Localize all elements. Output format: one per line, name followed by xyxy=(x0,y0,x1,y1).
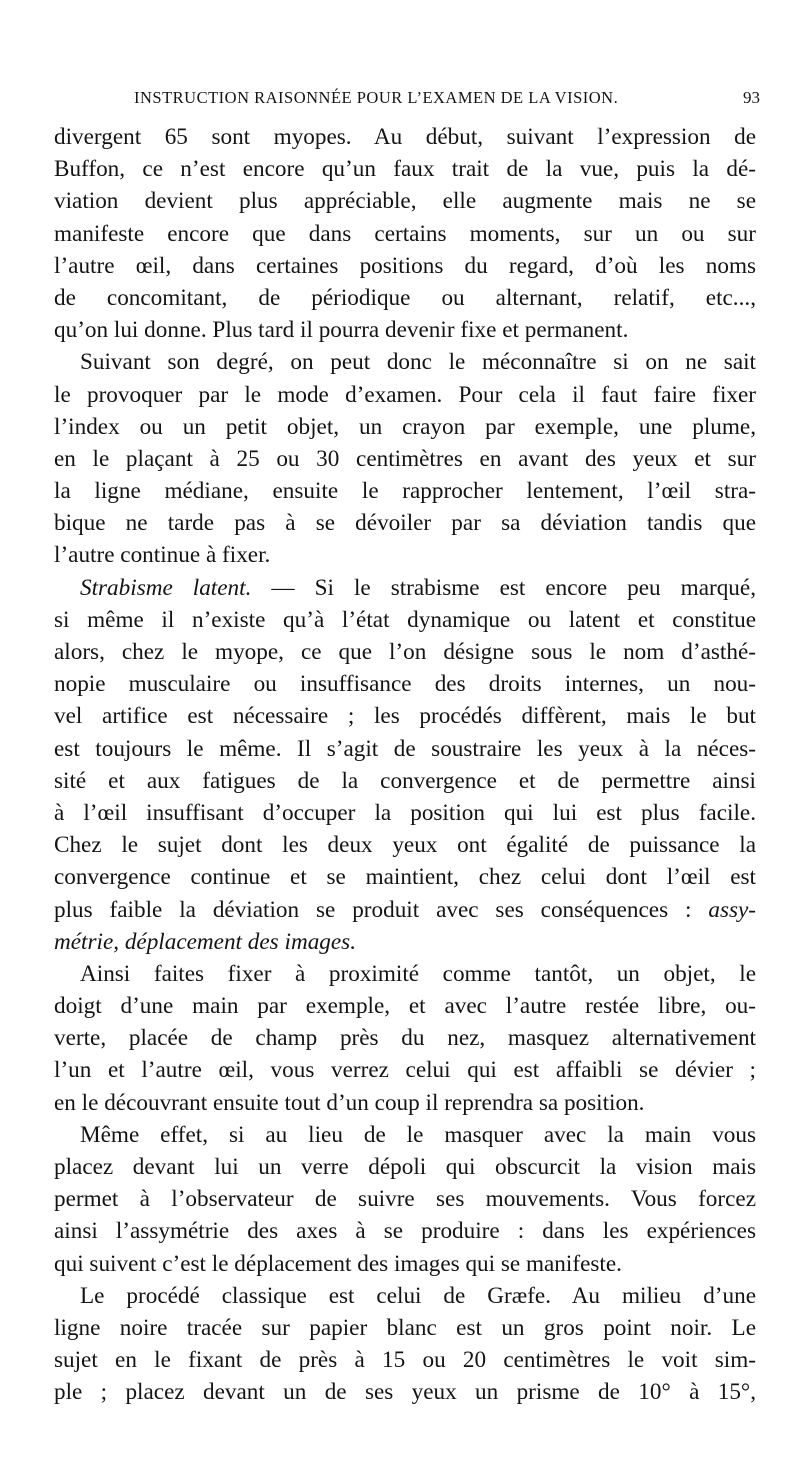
page-header xyxy=(54,88,760,114)
text-line: ple ; placez devant un de ses yeux un prisme de 10° à 15°, xyxy=(54,1379,756,1406)
text-line: la ligne médiane, ensuite le rapprocher lentement, l’œil stra- xyxy=(54,478,756,505)
text-line: Le procédé classique est celui de Græfe. Au milieu d’une xyxy=(80,1282,756,1309)
text-line: l’autre œil, dans certaines positions du regard, d’où les noms xyxy=(54,252,756,279)
text-line: Suivant son degré, on peut donc le méconnaître si on ne sait xyxy=(80,349,756,376)
text-line: sujet en le fixant de près à 15 ou 20 centimètres le voit sim- xyxy=(54,1347,756,1374)
text-line: ainsi l’assymétrie des axes à se produire : dans les expériences xyxy=(54,1218,756,1245)
italic-term: métrie, déplacement des images. xyxy=(54,928,356,955)
text-line xyxy=(54,926,756,958)
section-title-italic: Strabisme latent. xyxy=(80,574,252,601)
text-line: alors, chez le myope, ce que l’on désigne sous le nom d’asthé- xyxy=(54,639,756,665)
text-line: qu’on lui donne. Plus tard il pourra devenir fixe et permanent. xyxy=(54,317,629,344)
text-line: manifeste encore que dans certains moments, sur un ou sur xyxy=(54,220,756,247)
running-head: INSTRUCTION RAISONNÉE POUR L’EXAMEN DE LA VISION. xyxy=(134,88,619,107)
text-line: plus faible la déviation se produit avec ses conséquences : assy- xyxy=(54,896,756,923)
text-line: est toujours le même. Il s’agit de soustraire les yeux à la néces- xyxy=(54,735,756,762)
text-line: en le plaçant à 25 ou 30 centimètres en avant des yeux et sur xyxy=(54,445,756,472)
text-line: sité et aux fatigues de la convergence et de permettre ainsi xyxy=(54,767,756,794)
text-line: verte, placée de champ près du nez, masquez alternativement xyxy=(54,1025,756,1052)
text-line: Chez le sujet dont les deux yeux ont égalité de puissance la xyxy=(54,832,756,859)
text-line: de concomitant, de périodique ou alternant, relatif, etc..., xyxy=(54,284,756,311)
text-line: bique ne tarde pas à se dévoiler par sa déviation tandis que xyxy=(54,510,756,537)
body-text xyxy=(54,121,756,1409)
text-line: Ainsi faites fixer à proximité comme tantôt, un objet, le xyxy=(80,960,756,987)
text-line: l’un et l’autre œil, vous verrez celui qui est affaibli se dévier ; xyxy=(54,1057,756,1084)
text-line: viation devient plus appréciable, elle augmente mais ne se xyxy=(54,188,756,215)
page-number: 93 xyxy=(743,88,760,107)
text-line: Strabisme latent. — Si le strabisme est encore peu marqué, xyxy=(80,574,756,601)
text-line: l’autre continue à fixer. xyxy=(54,542,271,569)
text-line: Buffon, ce n’est encore qu’un faux trait de la vue, puis la dé- xyxy=(54,156,756,183)
text-line: si même il n’existe qu’à l’état dynamique ou latent et constitue xyxy=(54,606,756,633)
text-line: qui suivent c’est le déplacement des images qui se manifeste. xyxy=(54,1250,622,1277)
text-line: ligne noire tracée sur papier blanc est un gros point noir. Le xyxy=(54,1314,756,1341)
text-line: doigt d’une main par exemple, et avec l’autre restée libre, ou- xyxy=(54,993,756,1020)
text-line: le provoquer par le mode d’examen. Pour cela il faut faire fixer xyxy=(54,381,756,408)
text-line: divergent 65 sont myopes. Au début, suivant l’expression de xyxy=(54,124,756,150)
text-line: à l’œil insuffisant d’occuper la position qui lui est plus facile. xyxy=(54,799,756,826)
text-line: nopie musculaire ou insuffisance des droits internes, un nou- xyxy=(54,671,756,698)
text-line: en le découvrant ensuite tout d’un coup il reprendra sa position. xyxy=(54,1089,645,1116)
text-line: convergence continue et se maintient, chez celui dont l’œil est xyxy=(54,864,756,891)
text-line: permet à l’observateur de suivre ses mouvements. Vous forcez xyxy=(54,1186,756,1213)
text-line: placez devant lui un verre dépoli qui obscurcit la vision mais xyxy=(54,1154,756,1180)
italic-term: assy- xyxy=(708,896,756,923)
text-line: l’index ou un petit objet, un crayon par exemple, une plume, xyxy=(54,413,756,440)
text-line: Même effet, si au lieu de le masquer avec la main vous xyxy=(80,1121,756,1148)
text-line: vel artifice est nécessaire ; les procédés diffèrent, mais le but xyxy=(54,703,756,730)
